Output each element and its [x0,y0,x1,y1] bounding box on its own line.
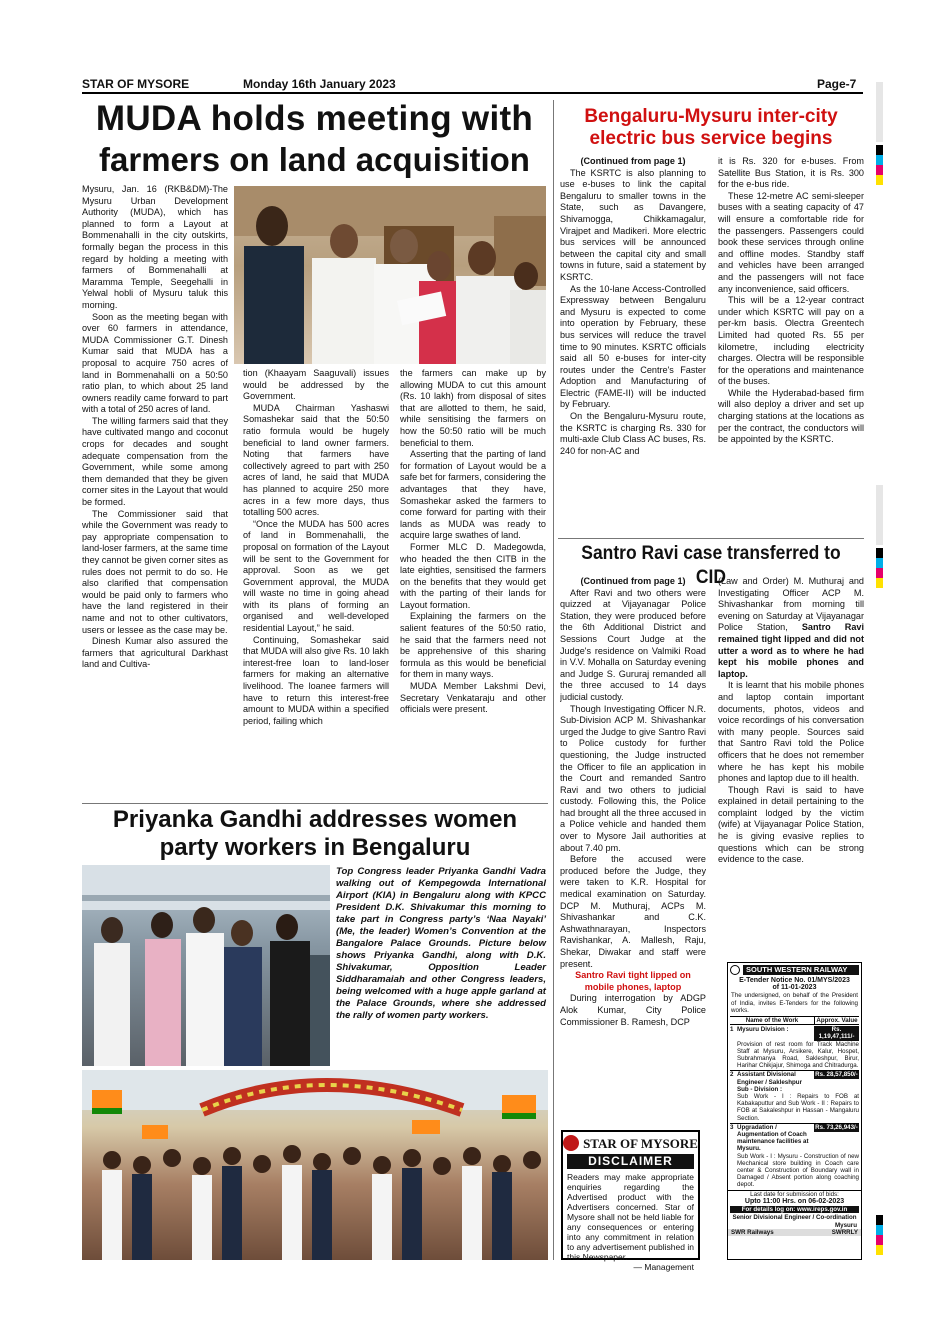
paragraph: Dinesh Kumar also assured the farmers that agricultural Darkhast land and Cultiva- [82,636,228,670]
item-number: 1 [730,1026,734,1034]
priyanka-airport-photo [82,865,330,1066]
footer-left: SWR Railways [731,1228,774,1236]
item-value: Rs. 73,26,943/- [815,1123,858,1131]
issue-date: Monday 16th January 2023 [243,77,396,91]
header-rule [82,92,863,94]
paragraph: This will be a 12-year contract under which KSRTC will pay on a per-km basis. Olectra Greentech Limited had quoted Rs. 55 per kilometre, including electricity charges. Olectra will be responsible for the operations and maintenance of the buses. [718,295,864,387]
paragraph: MUDA Chairman Yashaswi Somashekar said that the 50:50 ratio formula would be hugely beneficial to land owner farmers. Noting that farmers have collectively agreed to part with 250 acres of land, he said that MUDA has planned to acquire 250 more acres in a few more days, thus totalling 500 acres. [243,402,389,518]
paper-name: STAR OF MYSORE [82,77,190,91]
bus-headline-line1: Bengaluru-Mysuru inter-city [584,106,838,127]
paragraph: Asserting that the parting of land for formation of Layout would be a safe bet for farmers, considering the advantages that they have, Somashekar asked the farmers to come forward for parting with their lands as MUDA was ready to acquire large swathes of land. [400,449,546,541]
paragraph: Before the accused were produced before the Judge, they were taken to K.R. Hospital for medical examination on Saturday. DCP M. Muthuraj, ACPs M. Shivashankar and C.K. Ashwathnarayan, Inspectors Ravishankar, A. Mallesh, Raju, Shekar, Diwakar and staff were present. [560,854,706,969]
item-number: 3 [730,1123,734,1131]
tender-notice-date: of 11-01-2023 [772,984,817,992]
paragraph: Though Ravi is said to have explained in detail pertaining to the complaint lodged by the victim (wife) at Vijayanagar Police Station, he is giving evasive replies to questions which can be strong evidence to the case. [718,784,864,865]
last-date-label: Last date for submission of bids: [728,1190,861,1198]
paragraph: Explaining the farmers on the salient features of the 50:50 ratio, he said that the farmers need not be apprehensive of this sharing formula as this would be beneficial for them in many ways. [400,611,546,680]
tender-notice-number: E-Tender Notice No. 01/MYS/2023 [739,977,850,984]
paragraph: As the 10-lane Access-Controlled Expressway between Bengaluru and Mysuru is expected to come into operation by February, these bus services will reduce the travel time to 90 minutes. KSRTC officials said all 50 e-buses for inter-city routes under the Centre's Faster Adoption and Manufacturing of Electric (FAME-II) will be inducted by February. [560,283,706,410]
rally-photo-crowd [82,1070,548,1260]
airport-photo-figures [82,865,330,1066]
item-title: Upgradation / Augmentation of Coach maintenance facilities at Mysuru. [737,1123,809,1153]
red-subheading: Santro Ravi tight lipped on mobile phones, laptop [575,970,691,992]
item-value: Rs. 1,19,47,111/- [814,1026,859,1040]
paragraph: the farmers can make up by allowing MUDA to cut this amount (Rs. 10 lakh) from disposal of sites that are allotted to them, he said, while sensitising the farmers on how the 50:50 ratio will be much beneficial to them. [400,368,546,448]
paragraph: These 12-metre AC semi-sleeper buses with a seating capacity of 47 will ensure a comfortable ride for the passengers. Passengers could book these services through online and offline modes. Standby staff and vehicles have been arranged and the passengers will not face any inconvenience, said officers. [718,190,864,294]
priyanka-rally-photo [82,1070,548,1260]
tender-table-header [730,1016,859,1025]
paragraph: tion (Khaayam Saaguvali) issues would be addressed by the Government. [243,368,389,402]
item-title: Mysuru Division : [737,1026,789,1034]
muda-headline-line2: farmers on land acquisition [99,141,530,178]
continued-note: (Continued from page 1) [580,156,686,166]
item-number: 2 [730,1071,734,1079]
tender-item [730,1026,859,1069]
paragraph: it is Rs. 320 for e-buses. From Satellite Bus Station, it is Rs. 300 for the e-bus ride. [718,156,864,190]
tender-office: Senior Divisional Engineer / Co-ordination [732,1214,857,1222]
priyanka-headline-line2: party workers in Bengaluru [159,834,471,861]
section-divider [82,803,548,804]
santro-column-2 [718,576,864,946]
muda-column-1 [82,184,228,799]
paragraph: After Ravi and two others were quizzed at Vijayanagar Police Station, they were produced before the 6th Additional District and Sessions Court Judge at the Judge's residence on Valmiki Road in V.V. Mohalla on Saturday evening and Judge S. Gururaj remanded all the three accused to 14 days judicial custody. [560,587,706,702]
item-value: Rs. 28,57,850/- [815,1071,858,1079]
disclaimer-title: DISCLAIMER [567,1154,694,1169]
disclaimer-logo [563,1135,698,1151]
bus-column-2 [718,156,864,534]
tender-place: Mysuru [834,1221,857,1229]
paragraph-start: (Law and Order) M. Muthuraj and Investigating Officer ACP M. Shivashankar from morning till evening on Saturday at Vijayanagar Police Station, [718,576,864,633]
railway-tender-ad [727,962,862,1260]
santro-headline: Santro Ravi case transferred to CID [581,543,841,588]
muda-meeting-photo [234,186,546,364]
paragraph: MUDA Member Lakshmi Devi, Secretary Venkataraju and other officials were present. [400,681,546,715]
muda-headline-line1: MUDA holds meeting with [95,99,534,138]
disclaimer-signature: — Management [633,1262,694,1272]
tender-item [730,1123,859,1189]
railway-header [728,963,861,977]
paragraph: Soon as the meeting began with over 60 farmers in attendance, MUDA Commissioner G.T. Dinesh Kumar said that MUDA has a proposal to acquire 750 acres of land in Bommenahalli on a 50:50 ratio plan, to which about 25 land owners readily came forward to part with a total of 250 acres of land. [82,311,228,415]
disclaimer-box [561,1130,700,1272]
priyanka-headline-line1: Priyanka Gandhi addresses women [112,806,518,833]
paragraph: Former MLC D. Madegowda, who headed the then CITB in the late eighties, sensitised the farmers on the benefits that they would get with the parting of their lands for Layout formation. [400,541,546,610]
bold-text: Santro Ravi remained tight lipped and did not utter a word as to where he had kept his mobile phones and laptop. [718,622,864,679]
section-divider [558,538,864,539]
bus-headline-line2: electric bus service begins [589,128,833,149]
paragraph: Mysuru, Jan. 16 (RKB&DM)-The Mysuru Urban Development Authority (MUDA), which has planned to form a Layout at Bommenahalli in the city outskirts, formally began the process in this regard by holding a meeting with farmers of Bommenahalli at Maramma Temple, Seegehalli in Yelwal hobli of Mysuru taluk this morning. [82,184,228,310]
paragraph: On the Bengaluru-Mysuru route, the KSRTC is charging Rs. 330 for multi-axle Club Class AC buses, Rs. 240 for non-AC and [560,411,706,456]
railway-logo-text: SOUTH WESTERN RAILWAY [743,965,859,975]
tender-item [730,1070,859,1121]
page-number: Page-7 [817,77,857,91]
details-link[interactable]: For details log on: www.ireps.gov.in [730,1206,859,1213]
last-date: Upto 11:00 Hrs. on 06-02-2023 [744,1197,845,1205]
disclaimer-logo-text: STAR OF MYSORE [583,1135,698,1151]
paragraph: While the Hyderabad-based firm will also deploy a driver and set up charging stations at the locations as per the contract, the conductors will be appointed by the KSRTC. [718,387,864,445]
item-text: Sub Work - I : Repairs to FOB at Kabakaputtur and Sub Work - II : Repairs to FOB at Sakaleshpur in Hassan - Mangaluru Section. [737,1093,859,1122]
paragraph: Though Investigating Officer N.R. Sub-Division ACP M. Shivashankar urged the Judge to give Santro Ravi to Police custody for further questioning, the Judge instructed the Officer to file an application in the Court and remanded Santro Ravi and two others to judicial custody. Following this, the Police had brought all the three accused in a Police vehicle and handed them over to Mysore Jail authorities at about 7.40 pm. [560,703,706,853]
continued-note: (Continued from page 1) [580,576,686,586]
muda-photo-figures [234,186,546,364]
bus-column-1 [560,156,706,534]
paragraph: The willing farmers said that they have cultivated mango and coconut crops for decades and sought adequate compensation from the Government, while some among them demanded that they be given corner sites in the Layout that would be formed. [82,415,228,508]
footer-right: SWRRLY [831,1228,858,1236]
paragraph: It is learnt that his mobile phones and laptop contain important documents, photos, videos and voice recordings of his conversation with many people. Sources said that Santro Ravi told the Police officers that he does not remember where he has kept his mobile phones and laptop due to ill health. [718,680,864,784]
railway-logo-icon [730,965,740,975]
column-header: Name of the Work [745,1017,799,1025]
muda-column-2 [243,368,389,799]
disclaimer-text: Readers may make appropriate enquiries regarding the Advertised product with the Advertisers concerned. Star of Mysore shall not be held liable for any consequences or entering into any commitment in relation to any advertisement published in this Newspaper. [567,1172,694,1262]
muda-column-3 [400,368,546,799]
paragraph: The KSRTC is also planning to use e-buses to link the capital Bengaluru to smaller towns in the State, such as Davangere, Shivamogga, Chikkamagalur, Virajpet and Madikeri. More electric bus services will be announced between the capital city and small towns in future, said a statement by KSRTC. [560,167,706,282]
column-divider [553,100,554,1260]
priyanka-caption: Top Congress leader Priyanka Gandhi Vadra walking out of Kempegowda International Airport (KIA) in Bengaluru along with KPCC President D.K. Shivakumar this morning to take part in Congress party’s ‘Naa Nayaki’ (Me, the leader) Women’s Convention at the Bangalore Palace Grounds. Picture below shows Priyanka Gandhi, along with D.K. Shivakumar, Opposition Leader Siddharamaiah and other Congress leaders, being welcomed with a huge apple garland at the Palace Grounds, where she addressed the rally of women party workers. [336,866,546,1021]
paragraph: “Once the MUDA has 500 acres of land in Bommenahalli, the proposal on formation of the Layout will be sent to the Government for approval. Soon as we get Government approval, the MUDA will waste no time in going ahead with its plans of forming an organised and well-developed residential Layout,” he said. [243,518,389,634]
paragraph: Continuing, Somashekar said that MUDA will also give Rs. 10 lakh interest-free loan to land-loser farmers for making an alternative livelihood. The loanee farmers will have to return this interest-free amount to MUDA within a specified period, failing which [243,634,389,726]
paragraph: During interrogation by ADGP Alok Kumar, City Police Commissioner B. Ramesh, DCP [560,993,706,1027]
item-title: Assistant Divisional Engineer / Sakleshpur Sub - Division : [737,1071,802,1093]
item-text: Provision of rest room for Track Machine Staff at Mysuru, Arsikere, Kalur, Hospet, Subrahmanya Road, Sakleshpur, Birur, Harihar Chikjajur, Shimoga and Chitradurga. [737,1040,859,1070]
tender-intro: The undersigned, on behalf of the President of India, invites E-Tenders for the following works. [731,992,858,1014]
paragraph: The Commissioner said that while the Government was ready to pay appropriate compensation to land-loser farmers, at the same time they cannot be given corner sites as rules does not permit to do so. He also clarified that compensation would be paid only to farmers who have the land registered in their name and not to other cultivators, users or lessee as the case may be. [82,508,228,635]
star-logo-icon [563,1135,579,1151]
column-header: Approx. Value [814,1017,859,1024]
item-text: Sub Work - I : Mysuru - Construction of new Mechanical store building in Coach care center & Construction of Boundary wall in Damaged / Absent portion along coaching depot. [737,1152,859,1189]
railway-footer [728,1229,861,1236]
bus-headline [558,106,864,150]
